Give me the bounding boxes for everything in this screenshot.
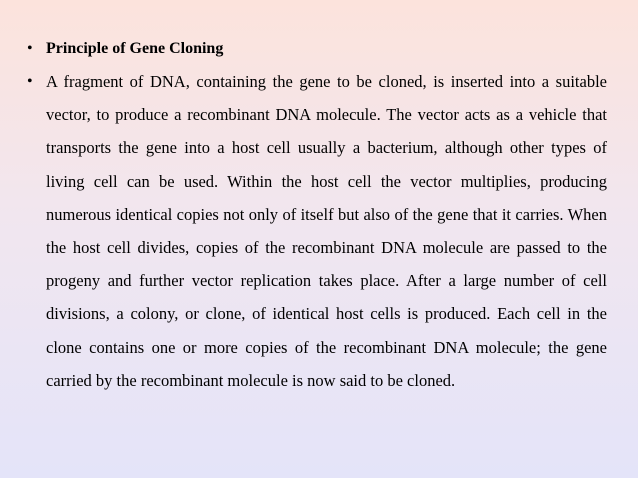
bullet-marker: • [27,40,33,57]
bullet-marker: • [27,73,33,90]
body-paragraph: A fragment of DNA, containing the gene to be cloned, is inserted into a suitable vector, to produce a recombinant DNA molecule. The vector acts as a vehicle that transports the gene into a host cell usually a bacterium, although other types of living cell can be used. Within the host cell the vector multiplies, producing numerous identical copies not only of itself but also of the gene that it carries. When the host cell divides, copies of the recombinant DNA molecule are passed to the progeny and further vector replication takes place. After a large number of cell divisions, a colony, or clone, of identical host cells is produced. Each cell in the clone contains one or more copies of the recombinant DNA molecule; the gene carried by the recombinant molecule is now said to be cloned. [46,72,607,390]
heading-bullet-item [27,32,607,65]
paragraph-bullet-item [27,65,607,397]
slide-heading: Principle of Gene Cloning [46,40,224,57]
